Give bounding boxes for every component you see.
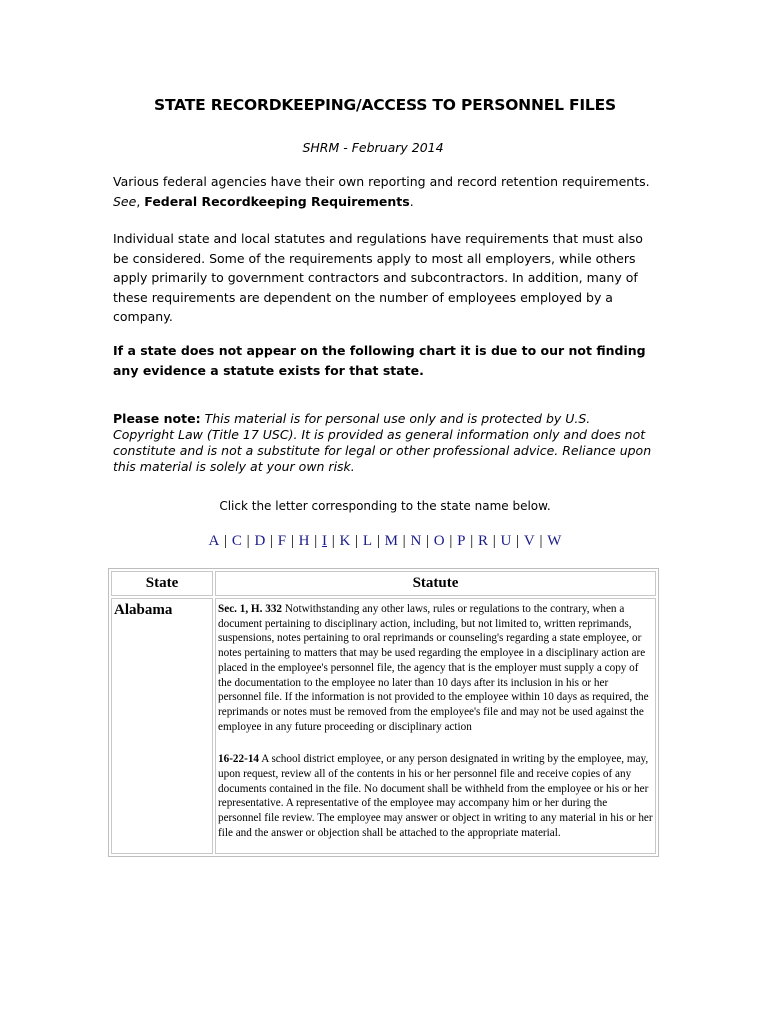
letter-link-u[interactable]: U bbox=[500, 533, 512, 549]
letter-link-i[interactable]: I bbox=[322, 533, 328, 549]
letter-separator: | bbox=[242, 533, 254, 549]
letter-separator: | bbox=[266, 533, 277, 549]
note-label: Please note: bbox=[113, 411, 201, 426]
letter-separator: | bbox=[310, 533, 322, 549]
see-separator: , bbox=[136, 193, 145, 209]
letter-link-o[interactable]: O bbox=[433, 533, 445, 549]
table-row bbox=[111, 598, 656, 854]
intro-paragraph bbox=[113, 172, 653, 211]
see-label: See bbox=[113, 193, 137, 209]
letter-link-c[interactable]: C bbox=[231, 533, 242, 549]
intro-text: Various federal agencies have their own reporting and record retention requirements. bbox=[113, 174, 650, 189]
statute-code: Sec. 1, H. 332 bbox=[218, 603, 283, 615]
statute-table bbox=[108, 568, 659, 857]
letter-link-l[interactable]: L bbox=[362, 533, 373, 549]
letter-separator: | bbox=[351, 533, 362, 549]
statute-entry bbox=[218, 752, 653, 840]
statute-body: Notwithstanding any other laws, rules or regulations to the contrary, when a document pertaining to disciplinary action, including, but not limited to, written reprimands, suspensions, notes pertaining to oral reprimands or counseling's regarding a state employee, or notes pertaining to matters that may be used regarding the employee in a disciplinary action are placed in the employee's personnel file, the agency that is the employer must supply a copy of the documentation to the employee no later than 10 days after its inclusion in his or her personnel file. If the information is not provided to the employee within 10 days as required, the reprimands or notes must be removed from the employee's file and may not be used against the employee in any future proceeding or disciplinary action bbox=[218, 603, 649, 733]
letter-link-r[interactable]: R bbox=[478, 533, 489, 549]
statute-entry bbox=[218, 602, 653, 734]
letter-link-h[interactable]: H bbox=[298, 533, 310, 549]
letter-link-n[interactable]: N bbox=[410, 533, 422, 549]
note-text: This material is for personal use only and is protected by U.S. Copyright Law (Title 17 USC). It is provided as general information only and does not constitute and is not a substitute for legal or other professional advice. Reliance upon this material is solely at your own risk. bbox=[113, 411, 652, 474]
letter-separator: | bbox=[398, 533, 410, 549]
letter-separator: | bbox=[220, 533, 231, 549]
click-instruction: Click the letter corresponding to the state name below. bbox=[219, 499, 551, 513]
letter-separator: | bbox=[466, 533, 478, 549]
state-column-header: State bbox=[111, 571, 213, 596]
document-subtitle: SHRM - February 2014 bbox=[302, 140, 444, 155]
table-header-row bbox=[111, 571, 656, 596]
letter-separator: | bbox=[445, 533, 457, 549]
letter-navigation bbox=[0, 533, 770, 550]
letter-link-m[interactable]: M bbox=[384, 533, 398, 549]
statute-body: A school district employee, or any person designated in writing by the employee, may, upon request, review all of the contents in his or her personnel file and receive copies of any documents contained in the file. No document shall be withheld from the employee or his or her representative. A representative of the employee may accompany him or her during the personnel file review. The employee may answer or object in writing to any material in his or her file and the answer or objection shall be attached to the appropriate material. bbox=[218, 753, 653, 839]
state-name: Alabama bbox=[111, 598, 213, 854]
letter-link-f[interactable]: F bbox=[277, 533, 287, 549]
federal-recordkeeping-link[interactable]: Federal Recordkeeping Requirements bbox=[144, 193, 410, 209]
letter-separator: | bbox=[535, 533, 547, 549]
letter-link-d[interactable]: D bbox=[254, 533, 266, 549]
letter-separator: | bbox=[328, 533, 339, 549]
letter-separator: | bbox=[422, 533, 433, 549]
letter-link-w[interactable]: W bbox=[547, 533, 562, 549]
letter-separator: | bbox=[489, 533, 500, 549]
letter-link-a[interactable]: A bbox=[208, 533, 220, 549]
letter-separator: | bbox=[512, 533, 523, 549]
letter-separator: | bbox=[373, 533, 384, 549]
missing-state-notice: If a state does not appear on the following chart it is due to our not finding any evidence a statute exists for that state. bbox=[113, 343, 646, 378]
state-local-paragraph: Individual state and local statutes and regulations have requirements that must also be considered. Some of the requirements apply to most all employers, while others apply primarily to government contractors and subcontractors. In addition, many of these requirements are dependent on the number of employees employed by a company. bbox=[113, 231, 643, 324]
letter-link-v[interactable]: V bbox=[523, 533, 535, 549]
intro-end-period: . bbox=[409, 193, 414, 209]
document-title: STATE RECORDKEEPING/ACCESS TO PERSONNEL FILES bbox=[154, 96, 616, 114]
statute-code: 16-22-14 bbox=[218, 753, 260, 766]
letter-separator: | bbox=[287, 533, 298, 549]
letter-link-k[interactable]: K bbox=[339, 533, 351, 549]
letter-link-p[interactable]: P bbox=[457, 533, 466, 549]
copyright-note bbox=[113, 411, 653, 475]
statute-text bbox=[215, 598, 656, 854]
statute-column-header: Statute bbox=[215, 571, 656, 596]
